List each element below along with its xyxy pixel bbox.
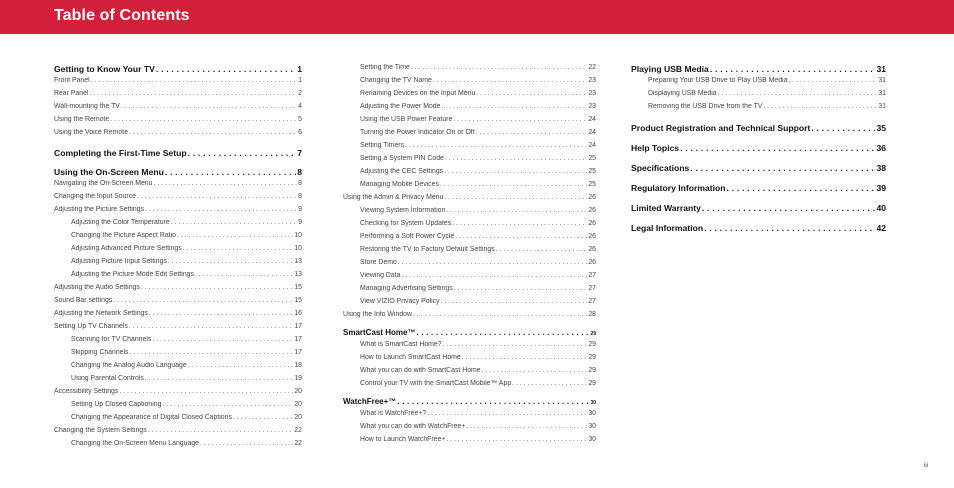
toc-entry-title: Adjusting the Picture Settings	[54, 206, 145, 213]
toc-entry-title: What is WatchFree+?	[360, 410, 427, 417]
dot-leader	[168, 258, 294, 265]
toc-entry-page: 27	[588, 272, 596, 279]
dot-leader	[91, 77, 298, 84]
toc-entry[interactable]	[343, 367, 596, 380]
dot-leader	[113, 297, 293, 304]
toc-entry-title: Accessibility Settings	[54, 388, 119, 395]
toc-entry[interactable]	[343, 311, 596, 324]
toc-section-entry[interactable]	[631, 143, 886, 156]
toc-entry-page: 20	[294, 388, 302, 395]
toc-entry[interactable]	[343, 298, 596, 311]
toc-section-entry[interactable]	[343, 328, 596, 341]
toc-section-entry[interactable]	[631, 123, 886, 136]
toc-entry[interactable]	[343, 181, 596, 194]
toc-entry-page: 8	[298, 193, 302, 200]
toc-entry[interactable]	[343, 246, 596, 259]
toc-entry-title: Renaming Devices on the Input Menu	[360, 90, 476, 97]
dot-leader	[444, 194, 587, 201]
toc-entry-title: Adjusting the Picture Mode Edit Settings	[71, 271, 194, 278]
toc-entry-page: 25	[588, 155, 596, 162]
toc-section-entry[interactable]	[54, 148, 302, 161]
toc-entry-title: Store Demo	[360, 259, 397, 266]
dot-leader	[129, 323, 294, 330]
toc-entry[interactable]	[54, 116, 302, 129]
toc-entry[interactable]	[54, 297, 302, 310]
toc-entry[interactable]	[343, 423, 596, 436]
toc-section-entry[interactable]	[631, 64, 886, 77]
toc-entry-page: 27	[588, 285, 596, 292]
dot-leader	[690, 163, 875, 173]
dot-leader	[401, 272, 587, 279]
dot-leader	[171, 219, 297, 226]
toc-entry-title: Using the USB Power Feature	[360, 116, 453, 123]
dot-leader	[405, 142, 587, 149]
toc-entry-page: 5	[298, 116, 302, 123]
toc-entry-page: 25	[588, 181, 596, 188]
toc-entry-page: 26	[588, 220, 596, 227]
toc-entry-page: 38	[876, 163, 886, 173]
toc-entry-page: 22	[588, 64, 596, 71]
dot-leader	[119, 388, 293, 395]
toc-entry-title: Scanning for TV Channels	[71, 336, 152, 343]
toc-entry-page: 30	[588, 423, 596, 430]
toc-entry-title: Adjusting the Audio Settings	[54, 284, 140, 291]
dot-leader	[89, 90, 297, 97]
toc-entry-title: Changing the Analog Audio Language	[71, 362, 187, 369]
toc-entry[interactable]	[54, 362, 302, 375]
toc-entry-title: Setting Timers	[360, 142, 405, 149]
toc-entry[interactable]	[54, 323, 302, 336]
dot-leader	[188, 362, 294, 369]
toc-entry-title: Control your TV with the SmartCast Mobile™ App	[360, 380, 512, 387]
toc-entry-title: Removing the USB Drive from the TV	[648, 103, 763, 110]
dot-leader	[129, 129, 297, 136]
toc-entry-title: How to Launch WatchFree+	[360, 436, 446, 443]
dot-leader	[443, 341, 588, 348]
toc-entry[interactable]	[54, 427, 302, 440]
dot-leader	[149, 310, 293, 317]
toc-entry-title: Sound Bar settings	[54, 297, 113, 304]
dot-leader	[162, 401, 293, 408]
toc-entry-title: Using Parental Controls	[71, 375, 144, 382]
toc-entry-title: Skipping Channels	[71, 349, 129, 356]
toc-entry[interactable]	[631, 77, 886, 90]
dot-leader	[121, 103, 297, 110]
toc-entry-title: Adjusting the Power Mode	[360, 103, 441, 110]
toc-entry-title: Managing Advertising Settings	[360, 285, 453, 292]
toc-entry-page: 17	[294, 323, 302, 330]
toc-entry-title: Completing the First-Time Setup	[54, 148, 187, 158]
dot-leader	[445, 155, 587, 162]
toc-section-entry[interactable]	[631, 223, 886, 236]
toc-entry-title: Changing the TV Name	[360, 77, 432, 84]
toc-entry[interactable]	[343, 207, 596, 220]
dot-leader	[811, 123, 875, 133]
toc-entry[interactable]	[343, 168, 596, 181]
toc-entry-title: Turning the Power Indicator On or Off	[360, 129, 475, 136]
toc-entry-page: 27	[588, 298, 596, 305]
dot-leader	[788, 77, 877, 84]
dot-leader	[397, 397, 589, 406]
toc-entry[interactable]	[54, 388, 302, 401]
dot-leader	[183, 245, 294, 252]
toc-entry-page: 2	[298, 90, 302, 97]
dot-leader	[446, 436, 587, 443]
toc-section-entry[interactable]	[54, 64, 302, 77]
toc-entry[interactable]	[343, 272, 596, 285]
toc-entry-title: Using the Info Window	[343, 311, 412, 318]
toc-entry[interactable]	[54, 336, 302, 349]
toc-entry-title: Managing Mobile Devices	[360, 181, 439, 188]
toc-entry[interactable]	[54, 77, 302, 90]
toc-entry-page: 23	[588, 77, 596, 84]
dot-leader	[444, 168, 587, 175]
toc-entry-page: 26	[588, 207, 596, 214]
dot-leader	[416, 328, 589, 337]
dot-leader	[727, 183, 876, 193]
toc-entry[interactable]	[343, 380, 596, 393]
toc-entry-page: 9	[298, 219, 302, 226]
dot-leader	[718, 90, 878, 97]
toc-entry[interactable]	[343, 410, 596, 423]
toc-entry-title: Changing the System Settings	[54, 427, 147, 434]
toc-entry[interactable]	[343, 142, 596, 155]
dot-leader	[452, 220, 587, 227]
toc-entry[interactable]	[343, 103, 596, 116]
dot-leader	[145, 206, 297, 213]
toc-entry-page: 28	[588, 311, 596, 318]
dot-leader	[455, 233, 587, 240]
toc-entry-page: 16	[294, 310, 302, 317]
toc-entry-title: Viewing System Information	[360, 207, 446, 214]
toc-entry-page: 20	[294, 401, 302, 408]
toc-entry-title: What you can do with WatchFree+	[360, 423, 466, 430]
dot-leader	[680, 143, 875, 153]
toc-entry-page: 10	[294, 232, 302, 239]
toc-entry-page: 39	[876, 183, 886, 193]
dot-leader	[453, 116, 587, 123]
dot-leader	[446, 207, 587, 214]
toc-entry[interactable]	[54, 375, 302, 388]
toc-entry[interactable]	[54, 284, 302, 297]
toc-entry-title: Help Topics	[631, 143, 680, 153]
toc-entry-title: Displaying USB Media	[648, 90, 717, 97]
toc-entry-title: Rear Panel	[54, 90, 89, 97]
page-title: Table of Contents	[54, 7, 190, 24]
toc-entry-page: 29	[590, 331, 596, 337]
toc-entry-title: Using the Admin & Privacy Menu	[343, 194, 444, 201]
toc-entry-title: Adjusting the Color Temperature	[71, 219, 170, 226]
toc-entry-page: 10	[294, 245, 302, 252]
toc-entry-title: Regulatory Information	[631, 183, 726, 193]
toc-column-1	[54, 64, 302, 453]
toc-entry-title: Preparing Your USB Drive to Play USB Media	[648, 77, 788, 84]
toc-entry[interactable]	[343, 233, 596, 246]
toc-entry-page: 15	[294, 284, 302, 291]
dot-leader	[110, 116, 297, 123]
toc-entry[interactable]	[343, 354, 596, 367]
dot-leader	[156, 64, 296, 74]
toc-entry[interactable]	[54, 90, 302, 103]
toc-entry-title: Checking for System Updates	[360, 220, 452, 227]
toc-entry[interactable]	[343, 116, 596, 129]
toc-entry-page: 23	[588, 90, 596, 97]
dot-leader	[177, 232, 293, 239]
toc-entry-title: Using the On-Screen Menu	[54, 167, 164, 177]
toc-entry-title: Changing the Appearance of Digital Closed Captions	[71, 414, 232, 421]
toc-entry-title: SmartCast Home™	[343, 328, 416, 337]
dot-leader	[148, 427, 294, 434]
toc-entry[interactable]	[54, 440, 302, 453]
toc-entry[interactable]	[54, 193, 302, 206]
toc-entry-page: 17	[294, 349, 302, 356]
dot-leader	[195, 271, 293, 278]
toc-entry-page: 26	[588, 246, 596, 253]
toc-entry[interactable]	[54, 258, 302, 271]
toc-entry-title: Product Registration and Technical Support	[631, 123, 811, 133]
dot-leader	[398, 259, 588, 266]
toc-entry-page: 8	[297, 167, 302, 177]
toc-entry-page: 29	[588, 341, 596, 348]
toc-column-2	[343, 64, 596, 449]
toc-entry-page: 15	[294, 297, 302, 304]
dot-leader	[129, 349, 293, 356]
toc-entry-page: 31	[876, 64, 886, 74]
toc-entry[interactable]	[54, 245, 302, 258]
toc-entry[interactable]	[343, 64, 596, 77]
toc-entry[interactable]	[343, 259, 596, 272]
toc-entry-page: 26	[588, 259, 596, 266]
toc-entry-page: 22	[294, 427, 302, 434]
toc-section-entry[interactable]	[343, 397, 596, 410]
toc-entry-page: 30	[588, 410, 596, 417]
toc-entry-title: Changing the On-Screen Menu Language	[71, 440, 199, 447]
toc-entry-title: Viewing Data	[360, 272, 401, 279]
toc-entry[interactable]	[54, 180, 302, 193]
toc-entry-title: How to Launch SmartCast Home	[360, 354, 461, 361]
toc-entry-page: 31	[878, 103, 886, 110]
toc-entry-title: Specifications	[631, 163, 690, 173]
toc-entry-title: Legal Information	[631, 223, 704, 233]
toc-entry-title: Restoring the TV to Factory Default Settings	[360, 246, 495, 253]
dot-leader	[152, 336, 293, 343]
dot-leader	[413, 311, 587, 318]
dot-leader	[200, 440, 293, 447]
toc-entry-page: 22	[294, 440, 302, 447]
toc-entry[interactable]	[54, 414, 302, 427]
toc-entry-page: 13	[294, 271, 302, 278]
toc-entry[interactable]	[343, 129, 596, 142]
toc-section-entry[interactable]	[631, 203, 886, 216]
toc-entry-page: 25	[588, 168, 596, 175]
toc-entry-page: 29	[588, 354, 596, 361]
dot-leader	[704, 223, 875, 233]
toc-entry-page: 1	[297, 64, 302, 74]
dot-leader	[427, 410, 587, 417]
dot-leader	[233, 414, 293, 421]
toc-entry-page: 1	[298, 77, 302, 84]
toc-entry[interactable]	[54, 103, 302, 116]
toc-section-entry[interactable]	[54, 167, 302, 180]
toc-entry-page: 36	[876, 143, 886, 153]
toc-entry-page: 4	[298, 103, 302, 110]
toc-entry-page: 24	[588, 129, 596, 136]
toc-entry-title: Setting Up Closed Captioning	[71, 401, 162, 408]
dot-leader	[141, 284, 294, 291]
toc-column-3	[631, 64, 886, 236]
toc-entry-title: Wall-mounting the TV	[54, 103, 120, 110]
toc-entry[interactable]	[54, 349, 302, 362]
dot-leader	[462, 354, 588, 361]
toc-entry-page: 29	[588, 367, 596, 374]
dot-leader	[145, 375, 294, 382]
toc-entry-page: 24	[588, 142, 596, 149]
toc-section-entry[interactable]	[631, 163, 886, 176]
toc-entry-page: 13	[294, 258, 302, 265]
toc-entry[interactable]	[54, 232, 302, 245]
toc-entry-title: Getting to Know Your TV	[54, 64, 155, 74]
toc-entry-page: 26	[588, 194, 596, 201]
toc-entry-page: 6	[298, 129, 302, 136]
toc-entry-title: Using the Voice Remote	[54, 129, 128, 136]
dot-leader	[476, 90, 587, 97]
toc-entry-page: 30	[588, 436, 596, 443]
toc-entry-page: 29	[588, 380, 596, 387]
toc-entry[interactable]	[54, 401, 302, 414]
dot-leader	[496, 246, 588, 253]
toc-entry-page: 20	[294, 414, 302, 421]
dot-leader	[454, 285, 588, 292]
toc-entry-page: 19	[294, 375, 302, 382]
header-bar	[0, 0, 954, 34]
dot-leader	[433, 77, 587, 84]
toc-entry[interactable]	[343, 194, 596, 207]
toc-entry[interactable]	[343, 341, 596, 354]
toc-entry[interactable]	[343, 155, 596, 168]
toc-section-entry[interactable]	[631, 183, 886, 196]
toc-entry-title: Changing the Input Source	[54, 193, 136, 200]
toc-entry-title: Navigating the On-Screen Menu	[54, 180, 153, 187]
toc-entry[interactable]	[343, 436, 596, 449]
toc-entry-title: Setting the Time	[360, 64, 410, 71]
toc-entry-page: 31	[878, 77, 886, 84]
toc-entry-title: Performing a Soft Power Cycle	[360, 233, 455, 240]
toc-entry[interactable]	[343, 285, 596, 298]
toc-entry[interactable]	[631, 103, 886, 116]
toc-entry-page: 9	[298, 206, 302, 213]
dot-leader	[153, 180, 297, 187]
toc-entry-title: Limited Warranty	[631, 203, 701, 213]
toc-entry-title: WatchFree+™	[343, 397, 397, 406]
toc-entry-title: Playing USB Media	[631, 64, 709, 74]
toc-entry-title: Using the Remote	[54, 116, 110, 123]
toc-entry[interactable]	[343, 90, 596, 103]
toc-entry-page: 18	[294, 362, 302, 369]
toc-entry-page: 26	[588, 233, 596, 240]
dot-leader	[137, 193, 297, 200]
toc-entry-page: 8	[298, 180, 302, 187]
dot-leader	[411, 64, 588, 71]
toc-entry-page: 40	[876, 203, 886, 213]
toc-entry-title: Setting Up TV Channels	[54, 323, 128, 330]
toc-entry-page: 35	[876, 123, 886, 133]
dot-leader	[512, 380, 587, 387]
dot-leader	[476, 129, 588, 136]
toc-entry-page: 23	[588, 103, 596, 110]
toc-entry-page: 17	[294, 336, 302, 343]
toc-entry-title: Changing the Picture Aspect Ratio	[71, 232, 176, 239]
toc-entry[interactable]	[54, 206, 302, 219]
dot-leader	[441, 103, 587, 110]
dot-leader	[763, 103, 877, 110]
toc-entry[interactable]	[343, 77, 596, 90]
toc-entry-title: Front Panel	[54, 77, 90, 84]
toc-entry-page: 30	[590, 400, 596, 406]
toc-entry-title: What you can do with SmartCast Home	[360, 367, 481, 374]
toc-entry-title: What is SmartCast Home?	[360, 341, 442, 348]
dot-leader	[441, 298, 588, 305]
toc-entry[interactable]	[54, 219, 302, 232]
dot-leader	[466, 423, 587, 430]
toc-entry-page: 7	[297, 148, 302, 158]
toc-entry[interactable]	[54, 271, 302, 284]
toc-entry-page: 24	[588, 116, 596, 123]
toc-entry-page: 42	[876, 223, 886, 233]
toc-entry[interactable]	[343, 220, 596, 233]
dot-leader	[482, 367, 588, 374]
toc-entry-title: Adjusting the Network Settings	[54, 310, 148, 317]
dot-leader	[710, 64, 876, 74]
toc-entry[interactable]	[631, 90, 886, 103]
page-number: iii	[924, 463, 928, 469]
dot-leader	[440, 181, 587, 188]
dot-leader	[188, 148, 297, 158]
toc-entry[interactable]	[54, 310, 302, 323]
dot-leader	[702, 203, 876, 213]
toc-entry-title: View VIZIO Privacy Policy	[360, 298, 440, 305]
toc-entry-title: Adjusting the CEC Settings	[360, 168, 444, 175]
toc-entry-page: 31	[878, 90, 886, 97]
toc-entry-title: Adjusting Advanced Picture Settings	[71, 245, 182, 252]
toc-entry-title: Setting a System PIN Code	[360, 155, 444, 162]
dot-leader	[165, 167, 296, 177]
toc-entry[interactable]	[54, 129, 302, 142]
toc-entry-title: Adjusting Picture Input Settings	[71, 258, 167, 265]
